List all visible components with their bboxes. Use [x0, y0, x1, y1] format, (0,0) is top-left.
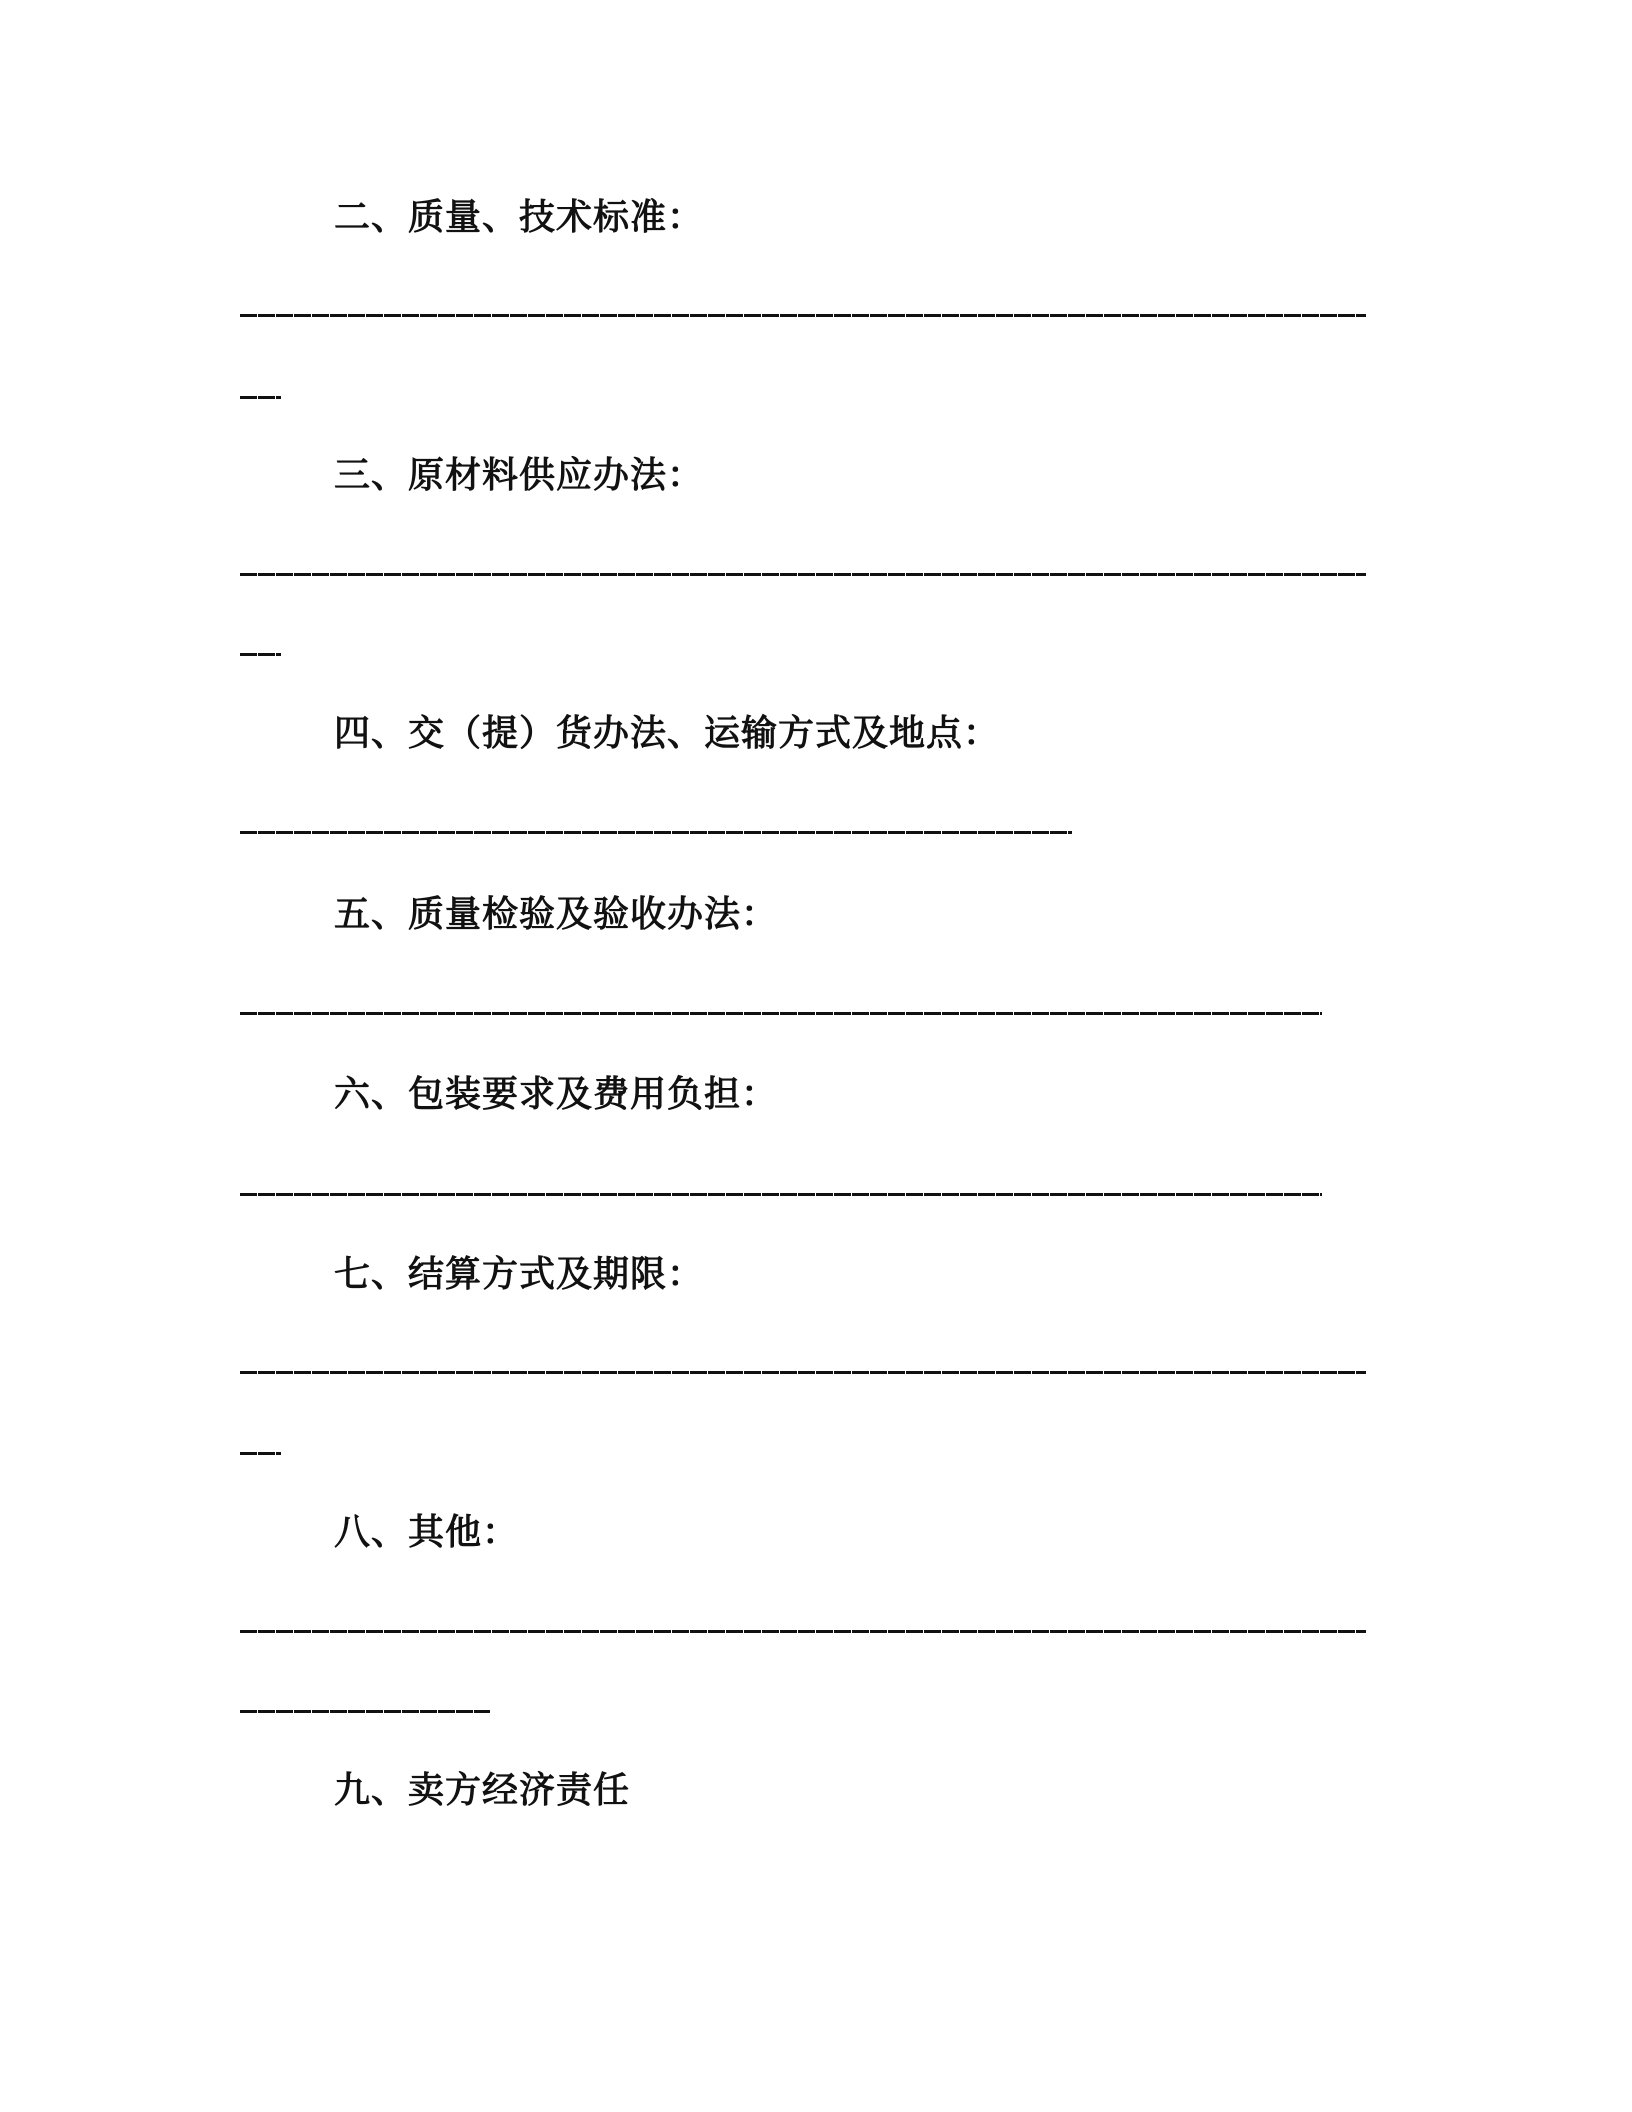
fill-in-line[interactable] [240, 573, 1366, 576]
fill-in-line[interactable] [240, 1371, 1366, 1374]
section-heading-4: 四、交（提）货办法、运输方式及地点： [334, 713, 1001, 754]
section-heading-8: 八、其他： [334, 1512, 520, 1553]
fill-in-line[interactable] [240, 1193, 1322, 1196]
section-heading-9: 九、卖方经济责任 [334, 1770, 631, 1811]
fill-in-line-continued[interactable] [240, 396, 281, 399]
fill-in-line-continued[interactable] [240, 1710, 490, 1713]
fill-in-line[interactable] [240, 1012, 1322, 1015]
fill-in-line[interactable] [240, 1630, 1366, 1633]
fill-in-line-continued[interactable] [240, 1452, 281, 1455]
section-heading-2: 二、质量、技术标准： [334, 197, 705, 238]
section-heading-6: 六、包装要求及费用负担： [334, 1074, 779, 1115]
fill-in-line[interactable] [240, 831, 1072, 834]
fill-in-line-continued[interactable] [240, 653, 281, 656]
fill-in-line[interactable] [240, 314, 1366, 317]
section-heading-3: 三、原材料供应办法： [334, 455, 705, 496]
section-heading-7: 七、结算方式及期限： [334, 1254, 705, 1295]
section-heading-5: 五、质量检验及验收办法： [334, 894, 779, 935]
